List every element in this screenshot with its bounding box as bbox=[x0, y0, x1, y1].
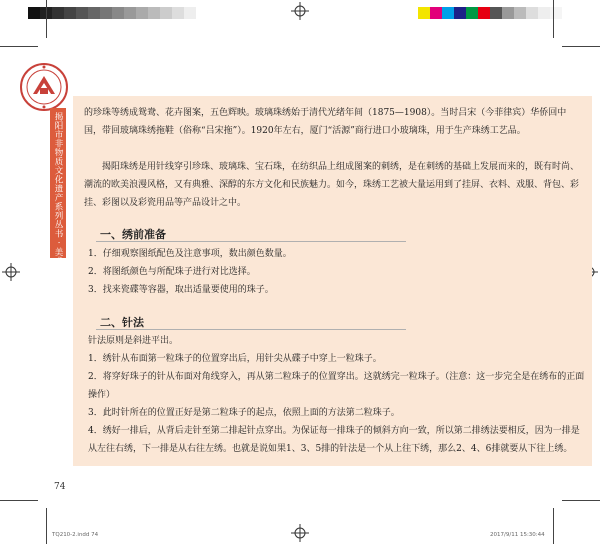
crop-mark bbox=[0, 46, 38, 47]
page-number: 74 bbox=[54, 482, 66, 492]
paragraph: 的珍珠等绣成鸳鸯、花卉图案，五色辉映。玻璃珠绣始于清代光绪年间（1875—1908）。当时吕宋（今菲律宾）华侨回中国，带回玻璃珠绣拖鞋（俗称“吕宋拖”）。1920年左右，厦门“活源”商行进口小玻璃珠，用于生产珠绣工艺品。 bbox=[84, 108, 567, 136]
crop-mark bbox=[46, 508, 47, 544]
registration-mark-icon bbox=[2, 263, 20, 281]
footer-filename: TQ210-2.indd 74 bbox=[52, 532, 99, 538]
crop-mark bbox=[0, 500, 38, 501]
crop-mark bbox=[553, 0, 554, 38]
color-calibration-bar bbox=[418, 7, 562, 19]
paragraph: 揭阳珠绣是用针线穿引珍珠、玻璃珠、宝石珠，在纺织品上组成图案的刺绣，是在刺绣的基础上发展而来的，既有时尚、潮流的欧美浪漫风格，又有典雅、深醇的东方文化和民族魅力。如今，珠绣工艺被大量运用到了挂屏、衣料、戏服、背包、彩挂、彩图以及彩瓷用品等产品设计之中。 bbox=[84, 162, 580, 208]
grayscale-calibration-bar bbox=[28, 7, 196, 19]
heading-underline bbox=[96, 329, 406, 330]
list-item: 2．将穿好珠子的针从布面对角线穿入，再从第二粒珠子的位置穿出。这就绣完一粒珠子。（注意：这一步完全是在绣布的正面操作） bbox=[88, 372, 585, 400]
registration-mark-icon bbox=[291, 2, 309, 20]
registration-mark-icon bbox=[291, 524, 309, 542]
section-intro: 针法原则是斜进平出。 bbox=[88, 336, 179, 346]
list-item: 3．此时针所在的位置正好是第二粒珠子的起点，依照上面的方法第二粒珠子。 bbox=[88, 408, 400, 418]
section-heading: 一、绣前准备 bbox=[100, 228, 166, 241]
section-heading: 二、针法 bbox=[100, 316, 144, 329]
heading-underline bbox=[96, 241, 406, 242]
crop-mark bbox=[562, 46, 600, 47]
list-item: 1．绣针从布面第一粒珠子的位置穿出后，用针尖从碟子中穿上一粒珠子。 bbox=[88, 354, 382, 364]
list-item: 4．绣好一排后，从背后走针至第二排起针点穿出。为保证每一排珠子的倾斜方向一致，所以第二排绣法要相反，因为一排是从左往右绣，下一排是从右往左绣。也就是说如果1、3、5排的针法是一个从上往下绣，那么2、4、6排就要从下往上绣。 bbox=[88, 426, 580, 454]
list-item: 2．将图纸颜色与所配珠子进行对比选择。 bbox=[88, 267, 256, 277]
series-vertical-title: 揭阳市非物质文化遗产系列丛书 · 美术 · 抽纱 · 刺绣 bbox=[53, 112, 63, 321]
list-item: 1．仔细观察图纸配色及注意事项，数出颜色数量。 bbox=[88, 249, 292, 259]
footer-timestamp: 2017/9/11 15:30:44 bbox=[490, 532, 545, 538]
list-item: 3．找来瓷碟等容器，取出适量要使用的珠子。 bbox=[88, 285, 274, 295]
crop-mark bbox=[562, 500, 600, 501]
heritage-logo-icon bbox=[19, 62, 69, 112]
crop-mark bbox=[46, 0, 47, 38]
crop-mark bbox=[553, 508, 554, 544]
